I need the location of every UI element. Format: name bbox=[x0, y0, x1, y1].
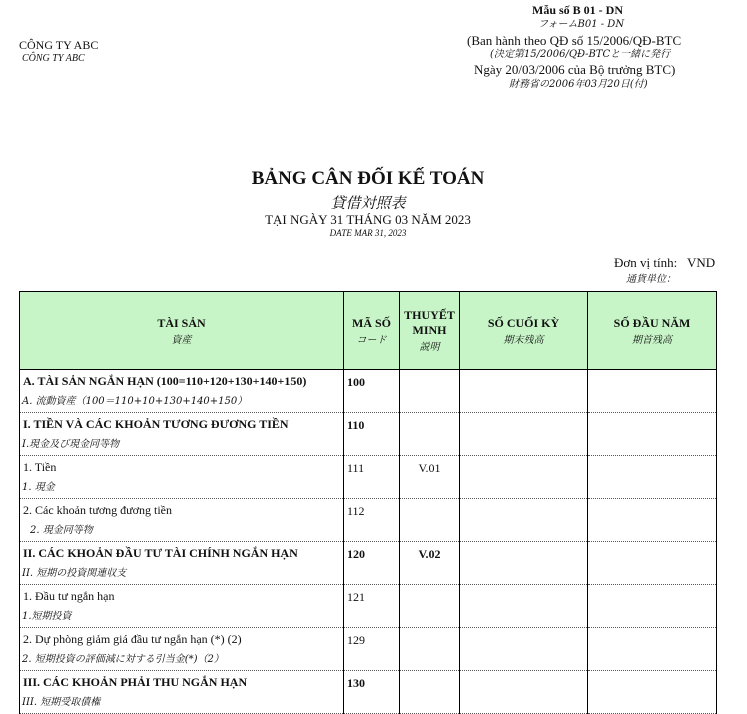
row-item: 2. Dự phòng giảm giá đầu tư ngắn hạn (*) (2) 2. 短期投資の評価減に対する引当金(*)（2） bbox=[20, 628, 344, 671]
row-item: II. CÁC KHOẢN ĐẦU TƯ TÀI CHÍNH NGẮN HẠN II. 短期の投資関連収支 bbox=[20, 542, 344, 585]
row-begin-balance bbox=[588, 499, 717, 542]
row-code: 120 bbox=[344, 542, 400, 585]
row-end-balance bbox=[460, 542, 588, 585]
table-row bbox=[20, 370, 717, 413]
row-code: 112 bbox=[344, 499, 400, 542]
row-end-balance bbox=[460, 370, 588, 413]
row-begin-balance bbox=[588, 585, 717, 628]
row-begin-balance bbox=[588, 413, 717, 456]
row-item: A. TÀI SẢN NGẮN HẠN (100=110+120+130+140+150) A. 流動資産（100＝110+10+130+140+150） bbox=[20, 370, 344, 413]
table-row bbox=[20, 628, 717, 671]
currency-unit bbox=[614, 255, 715, 271]
table-row bbox=[20, 499, 717, 542]
row-begin-balance bbox=[588, 671, 717, 714]
report-date: TẠI NGÀY 31 THÁNG 03 NĂM 2023 bbox=[265, 212, 471, 227]
currency-unit-jp: 通貨単位： bbox=[626, 274, 676, 285]
table-row bbox=[20, 413, 717, 456]
balance-sheet-table bbox=[19, 291, 717, 714]
table-row bbox=[20, 542, 717, 585]
col-header-note: THUYẾT MINH 説明 bbox=[400, 292, 460, 370]
row-begin-balance bbox=[588, 456, 717, 499]
row-note bbox=[400, 370, 460, 413]
row-end-balance bbox=[460, 456, 588, 499]
company-name-jp: CÔNG TY ABC bbox=[22, 53, 85, 64]
currency-unit-label: Đơn vị tính: bbox=[614, 255, 678, 270]
row-code: 129 bbox=[344, 628, 400, 671]
form-number: Mẫu số B 01 - DN bbox=[532, 3, 624, 17]
table-row bbox=[20, 456, 717, 499]
row-begin-balance bbox=[588, 370, 717, 413]
currency-unit-value: VND bbox=[686, 255, 716, 270]
row-code: 121 bbox=[344, 585, 400, 628]
row-note bbox=[400, 585, 460, 628]
col-header-begin-balance: SỐ ĐẦU NĂM 期首残高 bbox=[588, 292, 717, 370]
row-code: 100 bbox=[344, 370, 400, 413]
row-item: 1. Đầu tư ngắn hạn 1.短期投資 bbox=[20, 585, 344, 628]
row-note: V.01 bbox=[400, 456, 460, 499]
row-end-balance bbox=[460, 499, 588, 542]
form-number-jp: フォームB01 - DN bbox=[538, 19, 625, 30]
row-note bbox=[400, 499, 460, 542]
row-begin-balance bbox=[588, 628, 717, 671]
table-header-row bbox=[20, 292, 717, 370]
table-row bbox=[20, 585, 717, 628]
row-end-balance bbox=[460, 671, 588, 714]
row-item: I. TIỀN VÀ CÁC KHOẢN TƯƠNG ĐƯƠNG TIỀN I.現金及び現金同等物 bbox=[20, 413, 344, 456]
row-item: 1. Tiền 1. 現金 bbox=[20, 456, 344, 499]
row-item: 2. Các khoản tương đương tiền 2. 現金同等物 bbox=[20, 499, 344, 542]
row-code: 111 bbox=[344, 456, 400, 499]
col-header-assets: TÀI SẢN 資産 bbox=[20, 292, 344, 370]
row-end-balance bbox=[460, 628, 588, 671]
row-note bbox=[400, 671, 460, 714]
row-item: III. CÁC KHOẢN PHẢI THU NGẮN HẠN III. 短期受取債権 bbox=[20, 671, 344, 714]
decree-text-jp: (決定第15/2006/QĐ-BTCと一緒に発行 bbox=[490, 49, 671, 60]
table-row bbox=[20, 671, 717, 714]
row-code: 110 bbox=[344, 413, 400, 456]
issue-date-jp: 財務省の2006年03月20日(付) bbox=[509, 79, 648, 90]
report-date-en: DATE MAR 31, 2023 bbox=[329, 228, 407, 238]
row-begin-balance bbox=[588, 542, 717, 585]
row-note bbox=[400, 628, 460, 671]
company-name: CÔNG TY ABC bbox=[19, 38, 99, 52]
col-header-code: MÃ SỐ コード bbox=[344, 292, 400, 370]
decree-text: (Ban hành theo QĐ số 15/2006/QĐ-BTC bbox=[467, 33, 682, 48]
row-note: V.02 bbox=[400, 542, 460, 585]
issue-date: Ngày 20/03/2006 của Bộ trưởng BTC) bbox=[474, 62, 676, 77]
row-note bbox=[400, 413, 460, 456]
row-end-balance bbox=[460, 585, 588, 628]
row-end-balance bbox=[460, 413, 588, 456]
page-title-jp: 貸借対照表 bbox=[330, 194, 406, 212]
page-title: BẢNG CÂN ĐỐI KẾ TOÁN bbox=[251, 168, 485, 189]
row-code: 130 bbox=[344, 671, 400, 714]
col-header-end-balance: SỐ CUỐI KỲ 期末残高 bbox=[460, 292, 588, 370]
